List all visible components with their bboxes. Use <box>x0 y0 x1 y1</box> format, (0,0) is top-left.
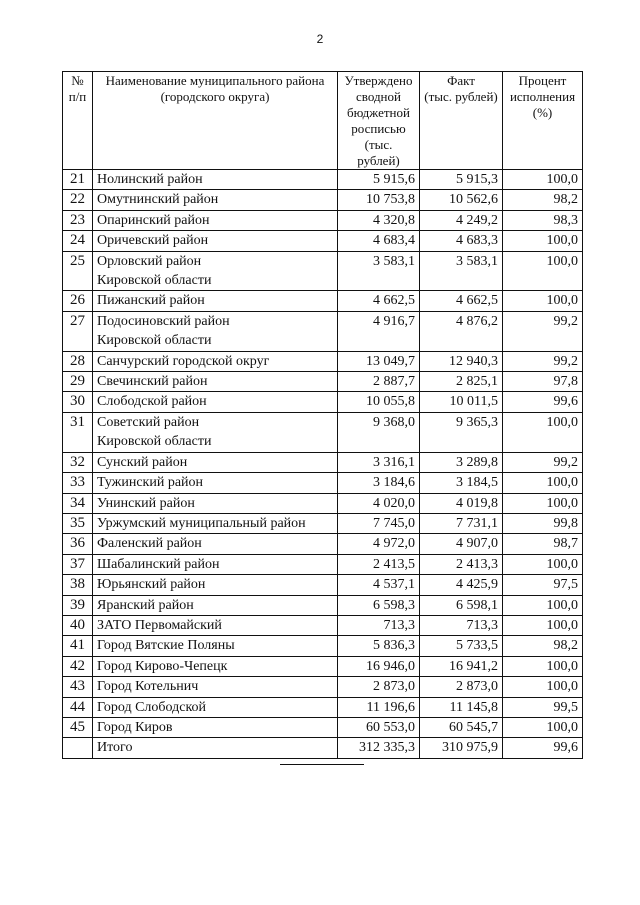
row-percent: 100,0 <box>503 493 583 513</box>
row-fact: 7 731,1 <box>420 513 503 533</box>
row-name: Унинский район <box>93 493 338 513</box>
row-fact: 713,3 <box>420 615 503 635</box>
row-percent: 100,0 <box>503 595 583 615</box>
row-percent: 100,0 <box>503 656 583 676</box>
row-fact: 2 873,0 <box>420 677 503 697</box>
row-percent: 100,0 <box>503 291 583 311</box>
table-row <box>63 170 583 190</box>
row-fact: 10 011,5 <box>420 392 503 412</box>
row-name: Советский район Кировской области <box>93 412 338 452</box>
row-name: Свечинский район <box>93 372 338 392</box>
row-approved: 11 196,6 <box>338 697 420 717</box>
row-name: ЗАТО Первомайский <box>93 615 338 635</box>
row-fact: 60 545,7 <box>420 717 503 737</box>
row-fact: 12 940,3 <box>420 351 503 371</box>
row-approved: 3 316,1 <box>338 452 420 472</box>
row-approved: 2 887,7 <box>338 372 420 392</box>
footer-divider <box>280 764 364 765</box>
row-number: 25 <box>63 251 93 291</box>
row-name: Юрьянский район <box>93 575 338 595</box>
row-approved: 10 753,8 <box>338 190 420 210</box>
row-name: Город Кирово-Чепецк <box>93 656 338 676</box>
row-number: 24 <box>63 231 93 251</box>
row-number: 32 <box>63 452 93 472</box>
row-approved: 16 946,0 <box>338 656 420 676</box>
row-number: 35 <box>63 513 93 533</box>
row-name: Уржумский муниципальный район <box>93 513 338 533</box>
page-number: 2 <box>316 32 324 46</box>
header-name: Наименование муниципального района (городского округа) <box>93 72 338 170</box>
row-approved: 4 683,4 <box>338 231 420 251</box>
row-fact: 2 413,3 <box>420 554 503 574</box>
row-name: Омутнинский район <box>93 190 338 210</box>
row-name: Орловский район Кировской области <box>93 251 338 291</box>
row-number: 23 <box>63 210 93 230</box>
row-name: Город Вятские Поляны <box>93 636 338 656</box>
row-fact: 4 249,2 <box>420 210 503 230</box>
table-row <box>63 575 583 595</box>
table-row <box>63 291 583 311</box>
row-name: Город Котельнич <box>93 677 338 697</box>
table-header-row <box>63 72 583 170</box>
row-number: 21 <box>63 170 93 190</box>
row-percent: 100,0 <box>503 473 583 493</box>
row-number: 26 <box>63 291 93 311</box>
row-fact: 4 876,2 <box>420 311 503 351</box>
table-row <box>63 615 583 635</box>
row-percent: 100,0 <box>503 615 583 635</box>
row-percent: 99,2 <box>503 452 583 472</box>
row-approved: 5 836,3 <box>338 636 420 656</box>
row-approved: 13 049,7 <box>338 351 420 371</box>
row-number: 38 <box>63 575 93 595</box>
row-percent: 99,2 <box>503 311 583 351</box>
row-percent: 100,0 <box>503 231 583 251</box>
row-number: 37 <box>63 554 93 574</box>
table-row <box>63 636 583 656</box>
table-row <box>63 351 583 371</box>
row-fact: 4 425,9 <box>420 575 503 595</box>
table-body <box>63 170 583 759</box>
row-name: Санчурский городской округ <box>93 351 338 371</box>
row-percent: 100,0 <box>503 677 583 697</box>
table-row <box>63 513 583 533</box>
row-approved: 4 916,7 <box>338 311 420 351</box>
row-name: Фаленский район <box>93 534 338 554</box>
row-fact: 3 289,8 <box>420 452 503 472</box>
row-fact: 3 583,1 <box>420 251 503 291</box>
budget-execution-table <box>62 71 583 759</box>
row-number <box>63 738 93 758</box>
row-fact: 6 598,1 <box>420 595 503 615</box>
table-row <box>63 412 583 452</box>
row-name: Тужинский район <box>93 473 338 493</box>
row-approved: 2 413,5 <box>338 554 420 574</box>
row-fact: 2 825,1 <box>420 372 503 392</box>
row-number: 34 <box>63 493 93 513</box>
row-number: 27 <box>63 311 93 351</box>
row-fact: 3 184,5 <box>420 473 503 493</box>
header-fact: Факт (тыс. рублей) <box>420 72 503 170</box>
table-row <box>63 677 583 697</box>
row-fact: 4 683,3 <box>420 231 503 251</box>
header-num: № п/п <box>63 72 93 170</box>
table-row <box>63 656 583 676</box>
header-percent: Процент исполнения (%) <box>503 72 583 170</box>
row-fact: 310 975,9 <box>420 738 503 758</box>
row-number: 42 <box>63 656 93 676</box>
table-row <box>63 554 583 574</box>
row-percent: 100,0 <box>503 170 583 190</box>
table-row <box>63 190 583 210</box>
table-row <box>63 311 583 351</box>
table-row <box>63 210 583 230</box>
row-percent: 99,2 <box>503 351 583 371</box>
row-number: 39 <box>63 595 93 615</box>
row-fact: 11 145,8 <box>420 697 503 717</box>
table-row <box>63 473 583 493</box>
row-approved: 4 662,5 <box>338 291 420 311</box>
row-approved: 60 553,0 <box>338 717 420 737</box>
table-row <box>63 697 583 717</box>
table-row <box>63 231 583 251</box>
row-approved: 7 745,0 <box>338 513 420 533</box>
table-row <box>63 452 583 472</box>
row-name: Итого <box>93 738 338 758</box>
row-name: Опаринский район <box>93 210 338 230</box>
row-fact: 4 019,8 <box>420 493 503 513</box>
row-fact: 4 662,5 <box>420 291 503 311</box>
row-name: Сунский район <box>93 452 338 472</box>
row-name: Шабалинский район <box>93 554 338 574</box>
row-approved: 4 972,0 <box>338 534 420 554</box>
row-percent: 99,5 <box>503 697 583 717</box>
row-percent: 97,8 <box>503 372 583 392</box>
row-approved: 4 320,8 <box>338 210 420 230</box>
row-approved: 713,3 <box>338 615 420 635</box>
row-number: 44 <box>63 697 93 717</box>
row-name: Город Слободской <box>93 697 338 717</box>
row-percent: 98,3 <box>503 210 583 230</box>
row-number: 40 <box>63 615 93 635</box>
total-row <box>63 738 583 758</box>
table-row <box>63 717 583 737</box>
row-number: 22 <box>63 190 93 210</box>
row-number: 28 <box>63 351 93 371</box>
row-percent: 99,6 <box>503 392 583 412</box>
row-number: 36 <box>63 534 93 554</box>
table-row <box>63 493 583 513</box>
row-percent: 100,0 <box>503 251 583 291</box>
row-fact: 4 907,0 <box>420 534 503 554</box>
row-name: Оричевский район <box>93 231 338 251</box>
row-percent: 100,0 <box>503 554 583 574</box>
row-name: Слободской район <box>93 392 338 412</box>
table-row <box>63 534 583 554</box>
row-approved: 9 368,0 <box>338 412 420 452</box>
row-percent: 97,5 <box>503 575 583 595</box>
row-approved: 3 583,1 <box>338 251 420 291</box>
row-fact: 5 915,3 <box>420 170 503 190</box>
row-approved: 4 537,1 <box>338 575 420 595</box>
row-approved: 6 598,3 <box>338 595 420 615</box>
row-number: 30 <box>63 392 93 412</box>
row-approved: 2 873,0 <box>338 677 420 697</box>
header-approved: Утверждено сводной бюджетной росписью (тыс. рублей) <box>338 72 420 170</box>
row-fact: 9 365,3 <box>420 412 503 452</box>
row-number: 31 <box>63 412 93 452</box>
row-percent: 99,6 <box>503 738 583 758</box>
row-percent: 98,7 <box>503 534 583 554</box>
row-fact: 16 941,2 <box>420 656 503 676</box>
table-row <box>63 372 583 392</box>
row-number: 41 <box>63 636 93 656</box>
row-percent: 98,2 <box>503 636 583 656</box>
row-approved: 10 055,8 <box>338 392 420 412</box>
row-percent: 98,2 <box>503 190 583 210</box>
row-name: Пижанский район <box>93 291 338 311</box>
row-approved: 5 915,6 <box>338 170 420 190</box>
row-approved: 4 020,0 <box>338 493 420 513</box>
row-number: 29 <box>63 372 93 392</box>
row-name: Яранский район <box>93 595 338 615</box>
row-fact: 10 562,6 <box>420 190 503 210</box>
row-approved: 312 335,3 <box>338 738 420 758</box>
row-approved: 3 184,6 <box>338 473 420 493</box>
row-name: Город Киров <box>93 717 338 737</box>
table-row <box>63 251 583 291</box>
row-percent: 100,0 <box>503 412 583 452</box>
row-name: Нолинский район <box>93 170 338 190</box>
row-number: 33 <box>63 473 93 493</box>
row-number: 43 <box>63 677 93 697</box>
table-row <box>63 595 583 615</box>
row-number: 45 <box>63 717 93 737</box>
row-percent: 99,8 <box>503 513 583 533</box>
table-row <box>63 392 583 412</box>
row-fact: 5 733,5 <box>420 636 503 656</box>
row-percent: 100,0 <box>503 717 583 737</box>
row-name: Подосиновский район Кировской области <box>93 311 338 351</box>
